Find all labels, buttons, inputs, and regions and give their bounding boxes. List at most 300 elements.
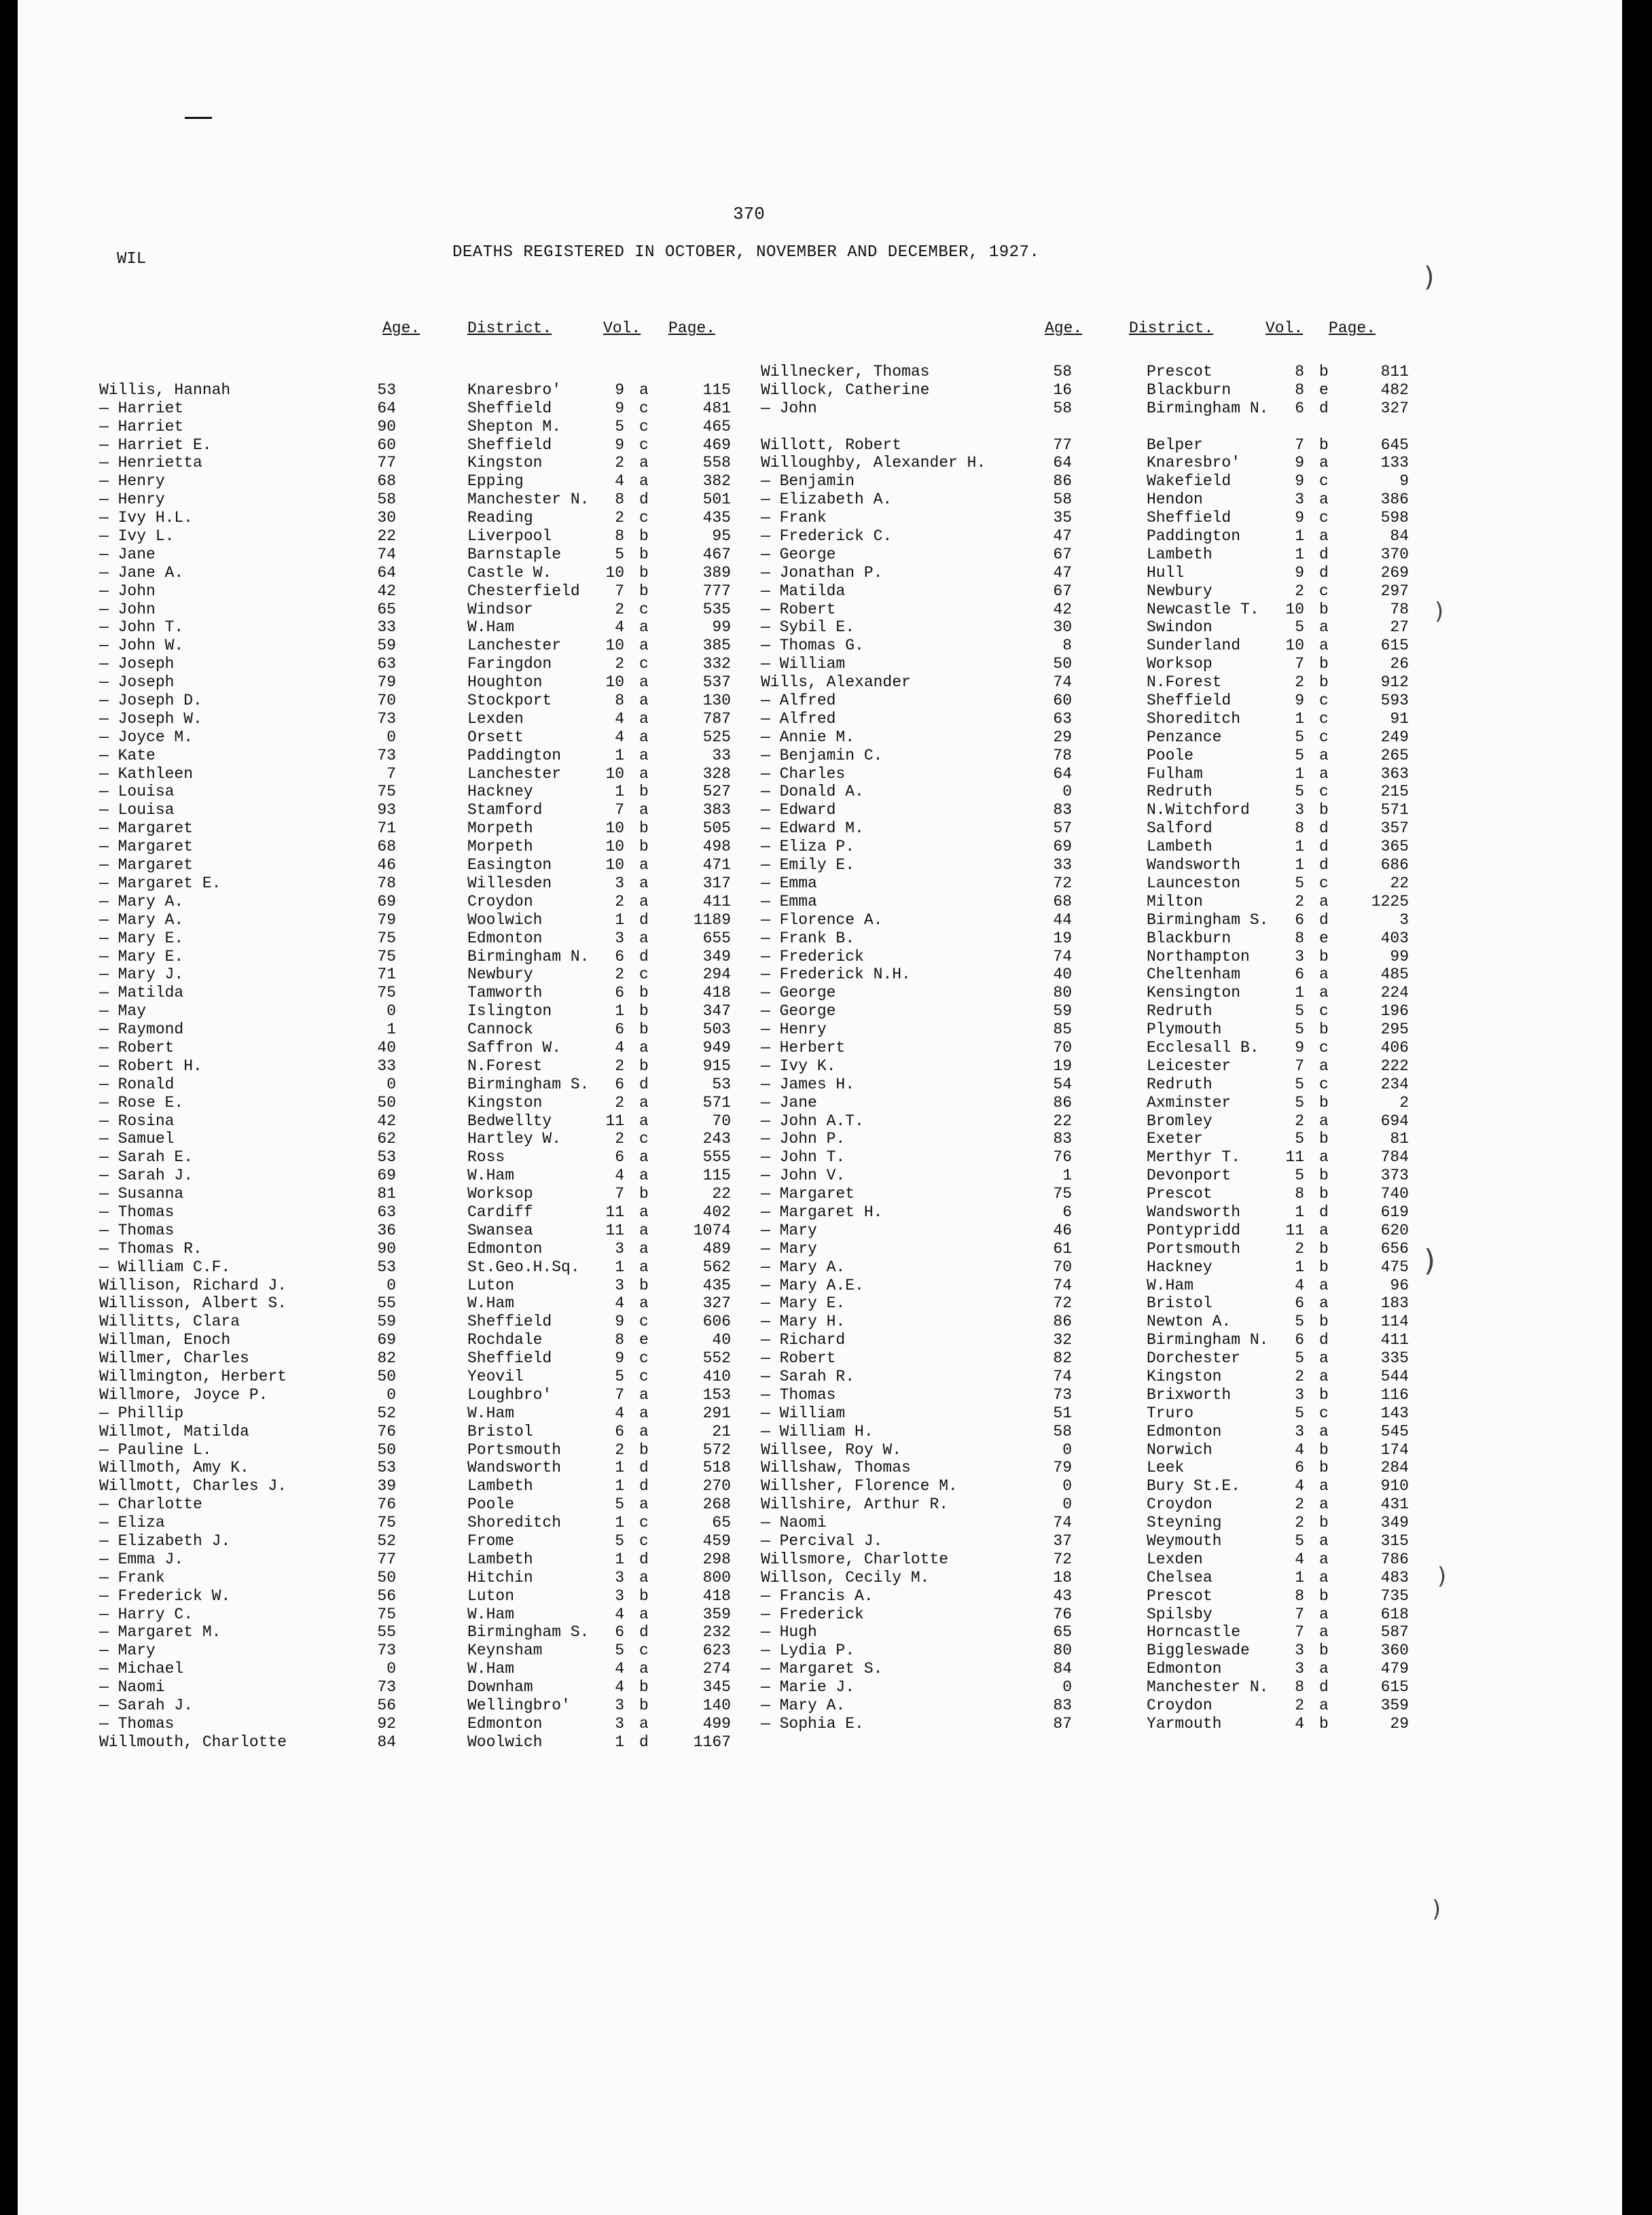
entry-volume-letter: a	[1319, 1477, 1329, 1495]
entry-row	[99, 637, 751, 655]
entry-district: Birmingham S.	[467, 1623, 590, 1642]
entry-name: — Edward	[761, 801, 836, 819]
entry-age: 46	[377, 856, 396, 874]
entry-district: Blackburn	[1147, 380, 1232, 399]
entry-page: 99	[1390, 947, 1409, 965]
entry-page: 114	[1380, 1313, 1409, 1331]
entry-volume-letter: b	[1319, 1714, 1329, 1733]
entry-age: 51	[1053, 1404, 1072, 1422]
entry-page: 483	[1380, 1568, 1409, 1587]
entry-age: 50	[377, 1367, 396, 1385]
entry-district: Hitchin	[467, 1568, 533, 1587]
entry-age: 7	[387, 764, 396, 783]
entry-row	[761, 472, 1413, 491]
entry-row	[761, 381, 1413, 400]
entry-name: — Emma J.	[99, 1550, 184, 1568]
entry-volume-letter: d	[1319, 856, 1329, 874]
entry-district: Devonport	[1147, 1167, 1232, 1185]
entry-page: 365	[1380, 838, 1409, 856]
entry-age: 32	[1053, 1331, 1072, 1349]
entry-volume: 4	[615, 1660, 624, 1678]
entry-row	[99, 1532, 751, 1550]
entry-name: — Frederick	[761, 947, 864, 965]
entry-row	[761, 1222, 1413, 1240]
entry-age: 50	[377, 1093, 396, 1112]
entry-volume: 1	[615, 1477, 624, 1495]
binding-mark: )	[1437, 1563, 1447, 1590]
entry-volume: 9	[615, 380, 624, 399]
entry-volume: 1	[615, 1459, 624, 1477]
entry-age: 79	[377, 910, 396, 929]
entry-district: Plymouth	[1147, 1021, 1222, 1039]
entry-volume-letter: a	[1319, 1057, 1329, 1075]
entry-volume: 5	[1295, 783, 1304, 801]
entry-age: 75	[377, 984, 396, 1002]
entry-age: 33	[377, 618, 396, 637]
entry-page: 740	[1380, 1185, 1409, 1203]
entry-page: 411	[1380, 1331, 1409, 1349]
entry-district: Stockport	[467, 692, 552, 710]
entry-district: Manchester N.	[467, 491, 590, 509]
entry-row	[761, 984, 1413, 1002]
entry-district: Shoreditch	[1147, 709, 1241, 728]
entry-district: Lanchester	[467, 637, 562, 655]
entry-row	[761, 819, 1413, 838]
entry-age: 82	[1053, 1349, 1072, 1368]
entry-name: — Mary A.	[99, 910, 184, 929]
entry-district: W.Ham	[467, 1294, 515, 1313]
entry-page: 224	[1380, 984, 1409, 1002]
entry-row	[761, 1002, 1413, 1021]
entry-page: 327	[1380, 399, 1409, 417]
entry-row	[761, 1112, 1413, 1131]
entry-volume-letter: a	[639, 929, 649, 947]
entry-volume-letter: a	[639, 1404, 649, 1422]
entry-age: 74	[1053, 1367, 1072, 1385]
entry-age: 42	[1053, 600, 1072, 618]
entry-volume-letter: a	[1319, 1605, 1329, 1623]
entry-row	[761, 948, 1413, 966]
entry-volume: 1	[615, 1733, 624, 1751]
entry-age: 46	[1053, 1221, 1072, 1239]
entry-district: Chesterfield	[467, 582, 580, 600]
entry-page: 571	[702, 1093, 731, 1112]
entry-page: 370	[1380, 545, 1409, 563]
entry-row	[99, 655, 751, 673]
entry-row	[99, 1112, 751, 1131]
entry-age: 64	[1053, 764, 1072, 783]
entry-row	[761, 929, 1413, 948]
entry-district: Willesden	[467, 874, 552, 892]
entry-district: Wandsworth	[467, 1459, 562, 1477]
entry-page: 431	[1380, 1495, 1409, 1514]
entry-row	[99, 454, 751, 472]
entry-page: 912	[1380, 673, 1409, 692]
entry-name: — Samuel	[99, 1130, 175, 1148]
entry-name: — Benjamin C.	[761, 746, 883, 764]
entry-row	[99, 1021, 751, 1039]
entry-name: Willman, Enoch	[99, 1331, 231, 1349]
entry-name: — Matilda	[761, 582, 846, 600]
entry-volume-letter: b	[1319, 1130, 1329, 1148]
entry-age: 76	[377, 1422, 396, 1440]
entry-row	[99, 984, 751, 1002]
entry-volume: 8	[1295, 380, 1304, 399]
entry-volume: 3	[615, 929, 624, 947]
entry-name: — Jane	[761, 1093, 817, 1112]
entry-row	[99, 601, 751, 619]
entry-age: 70	[1053, 1038, 1072, 1057]
entry-district: Redruth	[1147, 783, 1213, 801]
entry-volume: 10	[605, 856, 624, 874]
entry-volume-letter: b	[1319, 1642, 1329, 1660]
entry-volume: 5	[615, 545, 624, 563]
entry-row	[761, 1459, 1413, 1477]
entry-district: Steyning	[1147, 1514, 1222, 1532]
entry-page: 615	[1380, 637, 1409, 655]
entry-age: 90	[377, 417, 396, 436]
entry-volume: 8	[1295, 363, 1304, 380]
entry-name: — Francis A.	[761, 1587, 874, 1605]
entry-volume-letter: b	[639, 527, 649, 546]
entry-page: 234	[1380, 1075, 1409, 1093]
entry-name: — Robert H.	[99, 1057, 202, 1075]
entry-page: 183	[1380, 1294, 1409, 1313]
entry-district: Cannock	[467, 1021, 533, 1039]
entry-row	[99, 1606, 751, 1624]
entry-name: — Mary H.	[761, 1313, 846, 1331]
entry-row	[761, 1606, 1413, 1624]
entry-page: 9	[1399, 472, 1409, 491]
entry-volume-letter: a	[1319, 1112, 1329, 1130]
entry-district: Swansea	[467, 1221, 533, 1239]
entry-volume: 2	[615, 1130, 624, 1148]
entry-district: Northampton	[1147, 947, 1250, 965]
entry-row	[99, 911, 751, 929]
entry-volume: 1	[1295, 984, 1304, 1002]
entry-volume-letter: b	[1319, 1440, 1329, 1459]
entry-volume-letter: b	[639, 563, 649, 582]
entry-district: Cardiff	[467, 1203, 533, 1221]
entry-age: 29	[1053, 728, 1072, 746]
entry-age: 92	[377, 1714, 396, 1733]
entry-district: Birmingham N.	[1147, 399, 1269, 417]
entry-page: 222	[1380, 1057, 1409, 1075]
entry-age: 87	[1053, 1714, 1072, 1733]
entry-name: — Rose E.	[99, 1093, 184, 1112]
entry-district: Newton A.	[1147, 1313, 1232, 1331]
entry-row	[99, 1130, 751, 1148]
entry-age: 76	[1053, 1605, 1072, 1623]
entry-row	[761, 1514, 1413, 1532]
entry-row	[99, 1733, 751, 1752]
entry-name: — Margaret S.	[761, 1660, 883, 1678]
entry-row	[99, 1569, 751, 1587]
entry-name: — Joyce M.	[99, 728, 194, 746]
entry-row	[761, 710, 1413, 728]
entry-age: 1	[1062, 1167, 1072, 1185]
entry-volume: 9	[1295, 472, 1304, 491]
entry-age: 71	[377, 965, 396, 984]
entry-page: 2	[1399, 1093, 1409, 1112]
entry-district: Morpeth	[467, 838, 533, 856]
entry-page: 467	[702, 545, 731, 563]
entry-row	[99, 1148, 751, 1167]
entry-name: — Frederick N.H.	[761, 965, 911, 984]
entry-volume-letter: a	[639, 1568, 649, 1587]
entry-row	[99, 673, 751, 692]
entry-name: — Joseph	[99, 673, 175, 692]
entry-row	[99, 472, 751, 491]
entry-age: 40	[377, 1038, 396, 1057]
entry-row	[761, 509, 1413, 527]
entry-district: Reading	[467, 509, 533, 527]
entry-page: 53	[712, 1075, 731, 1093]
entry-page: 1225	[1371, 892, 1409, 910]
entry-name: — Mary	[761, 1221, 817, 1239]
entry-volume-letter: a	[1319, 1623, 1329, 1642]
entry-district: Faringdon	[467, 655, 552, 673]
entry-volume-letter: a	[1319, 965, 1329, 984]
entry-volume: 6	[1295, 910, 1304, 929]
entry-name: — Thomas R.	[99, 1239, 202, 1258]
entry-page: 459	[702, 1532, 731, 1550]
entry-row	[99, 801, 751, 819]
entry-volume-letter: b	[639, 1185, 649, 1203]
entry-volume: 5	[1295, 1349, 1304, 1368]
entry-name: — William	[761, 1404, 846, 1422]
entry-page: 479	[1380, 1660, 1409, 1678]
entry-district: N.Forest	[467, 1057, 543, 1075]
entry-district: Knaresbro'	[1147, 454, 1241, 472]
entry-volume: 7	[1295, 1605, 1304, 1623]
entry-age: 69	[377, 1167, 396, 1185]
entry-volume-letter: a	[1319, 637, 1329, 655]
entry-volume-letter: d	[1319, 545, 1329, 563]
entry-age: 73	[377, 1642, 396, 1660]
entry-age: 36	[377, 1221, 396, 1239]
entry-volume: 1	[1295, 1568, 1304, 1587]
entry-district: Chelsea	[1147, 1568, 1213, 1587]
entry-page: 91	[1390, 709, 1409, 728]
entry-page: 402	[702, 1203, 731, 1221]
entry-volume: 1	[615, 910, 624, 929]
entry-age: 73	[377, 709, 396, 728]
entry-name: — John T.	[99, 618, 184, 637]
entry-name: — Eliza P.	[761, 838, 855, 856]
entry-volume: 8	[1295, 819, 1304, 838]
entry-page: 410	[702, 1367, 731, 1385]
entry-row	[99, 400, 751, 418]
entry-page: 620	[1380, 1221, 1409, 1239]
entry-volume-letter: d	[1319, 399, 1329, 417]
entry-row	[761, 1277, 1413, 1295]
entry-name: — George	[761, 984, 836, 1002]
entry-row	[99, 728, 751, 747]
entry-page: 525	[702, 728, 731, 746]
entry-volume: 8	[1295, 929, 1304, 947]
entry-volume: 1	[615, 746, 624, 764]
entry-page: 545	[1380, 1422, 1409, 1440]
entry-volume-letter: a	[639, 637, 649, 655]
entry-page: 656	[1380, 1239, 1409, 1258]
entry-volume-letter: b	[1319, 1239, 1329, 1258]
entry-page: 116	[1380, 1385, 1409, 1404]
entry-age: 64	[377, 399, 396, 417]
entry-name: — Thomas	[99, 1203, 175, 1221]
entry-page: 606	[702, 1313, 731, 1331]
entry-district: Horncastle	[1147, 1623, 1241, 1642]
entry-name: — John	[761, 399, 817, 417]
entry-row	[99, 1642, 751, 1660]
entry-volume-letter: d	[1319, 563, 1329, 582]
entry-row	[99, 582, 751, 601]
entry-page: 686	[1380, 856, 1409, 874]
entry-volume-letter: a	[639, 618, 649, 637]
entry-district: Woolwich	[467, 1733, 543, 1751]
entry-page: 284	[1380, 1459, 1409, 1477]
entry-volume: 6	[615, 1148, 624, 1167]
entry-row	[761, 527, 1413, 546]
entry-page: 357	[1380, 819, 1409, 838]
entry-district: Morpeth	[467, 819, 533, 838]
entry-volume: 6	[615, 1422, 624, 1440]
entry-volume: 3	[615, 874, 624, 892]
entry-district: Leek	[1147, 1459, 1185, 1477]
entry-district: Bury St.E.	[1147, 1477, 1241, 1495]
entry-volume: 3	[615, 1587, 624, 1605]
left-page-header: Page.	[668, 319, 716, 337]
entry-volume-letter: a	[639, 709, 649, 728]
entry-row	[761, 601, 1413, 619]
entry-volume: 2	[1295, 1239, 1304, 1258]
entry-age: 75	[377, 783, 396, 801]
entry-row	[99, 1277, 751, 1295]
entry-row	[761, 893, 1413, 911]
entry-volume: 4	[615, 1605, 624, 1623]
entry-name: — Jonathan P.	[761, 563, 883, 582]
entry-volume-letter: a	[639, 801, 649, 819]
entry-page: 518	[702, 1459, 731, 1477]
right-entries	[761, 363, 1413, 1733]
entry-age: 75	[1053, 1185, 1072, 1203]
entry-row	[761, 1660, 1413, 1678]
entry-volume-letter: d	[639, 947, 649, 965]
entry-name: — Eliza	[99, 1514, 165, 1532]
entry-volume: 5	[615, 1367, 624, 1385]
entry-age: 64	[377, 563, 396, 582]
entry-age: 6	[1062, 1203, 1072, 1221]
entry-row	[99, 1331, 751, 1349]
entry-volume: 6	[1295, 965, 1304, 984]
entry-name: — Sybil E.	[761, 618, 855, 637]
entry-name: — Mary	[761, 1239, 817, 1258]
entry-volume-letter: c	[1319, 472, 1329, 491]
entry-volume-letter: a	[1319, 1660, 1329, 1678]
entry-volume-letter: c	[1319, 692, 1329, 710]
entry-volume-letter: d	[1319, 1678, 1329, 1697]
entry-name: — Joseph D.	[99, 692, 202, 710]
entry-age: 74	[377, 545, 396, 563]
entry-district: Shoreditch	[467, 1514, 562, 1532]
entry-age: 76	[1053, 1148, 1072, 1167]
entry-age: 68	[1053, 892, 1072, 910]
entry-volume-letter: a	[639, 1605, 649, 1623]
entry-name: — Naomi	[99, 1678, 165, 1697]
entry-age: 61	[1053, 1239, 1072, 1258]
entry-name: Willmot, Matilda	[99, 1422, 249, 1440]
entry-age: 86	[1053, 1093, 1072, 1112]
entry-name: — Benjamin	[761, 472, 855, 491]
entry-volume-letter: a	[639, 1203, 649, 1221]
entry-row	[761, 582, 1413, 601]
entry-volume: 7	[1295, 436, 1304, 454]
entry-row	[99, 819, 751, 838]
entry-district: Hartley W.	[467, 1130, 562, 1148]
entry-row	[761, 1423, 1413, 1441]
entry-row	[99, 1368, 751, 1386]
entry-age: 33	[1053, 856, 1072, 874]
entry-age: 59	[377, 637, 396, 655]
entry-district: Sheffield	[467, 399, 552, 417]
entry-district: Sheffield	[467, 436, 552, 454]
entry-page: 501	[702, 491, 731, 509]
entry-page: 1189	[693, 910, 731, 929]
entry-volume: 3	[1295, 491, 1304, 509]
entry-age: 76	[377, 1495, 396, 1514]
entry-name: — Mary A.E.	[761, 1276, 864, 1294]
entry-page: 383	[702, 801, 731, 819]
entry-name: — John P.	[761, 1130, 846, 1148]
entry-age: 69	[1053, 838, 1072, 856]
entry-volume-letter: a	[639, 1258, 649, 1276]
entry-age: 19	[1053, 1057, 1072, 1075]
entry-age: 80	[1053, 1642, 1072, 1660]
entry-district: Kingston	[1147, 1367, 1222, 1385]
entry-volume: 7	[1295, 655, 1304, 673]
entry-district: Prescot	[1147, 1587, 1213, 1605]
entry-volume: 9	[1295, 509, 1304, 527]
entry-volume-letter: c	[1319, 1404, 1329, 1422]
entry-page: 115	[702, 380, 731, 399]
entry-district: Exeter	[1147, 1130, 1203, 1148]
entry-age: 73	[377, 1678, 396, 1697]
entry-district: Hackney	[467, 783, 533, 801]
entry-page: 655	[702, 929, 731, 947]
entry-page: 482	[1380, 380, 1409, 399]
entry-name: — Michael	[99, 1660, 184, 1678]
entry-age: 53	[377, 1459, 396, 1477]
entry-district: Sheffield	[1147, 692, 1232, 710]
entry-volume: 2	[615, 655, 624, 673]
entry-age: 0	[387, 1660, 396, 1678]
entry-name: — Frederick	[761, 1605, 864, 1623]
entry-district: Luton	[467, 1276, 515, 1294]
entry-volume: 2	[615, 1057, 624, 1075]
entry-page: 232	[702, 1623, 731, 1642]
entry-page: 382	[702, 472, 731, 491]
entry-name: — Margaret	[99, 838, 194, 856]
entry-volume: 2	[1295, 1514, 1304, 1532]
entry-volume-letter: b	[639, 1678, 649, 1697]
entry-volume: 3	[1295, 1660, 1304, 1678]
entry-district: Portsmouth	[1147, 1239, 1241, 1258]
entry-volume-letter: d	[639, 1477, 649, 1495]
entry-page: 786	[1380, 1550, 1409, 1568]
entry-name: — Sarah J.	[99, 1697, 194, 1715]
entry-name: — Emily E.	[761, 856, 855, 874]
entry-row	[99, 1203, 751, 1222]
